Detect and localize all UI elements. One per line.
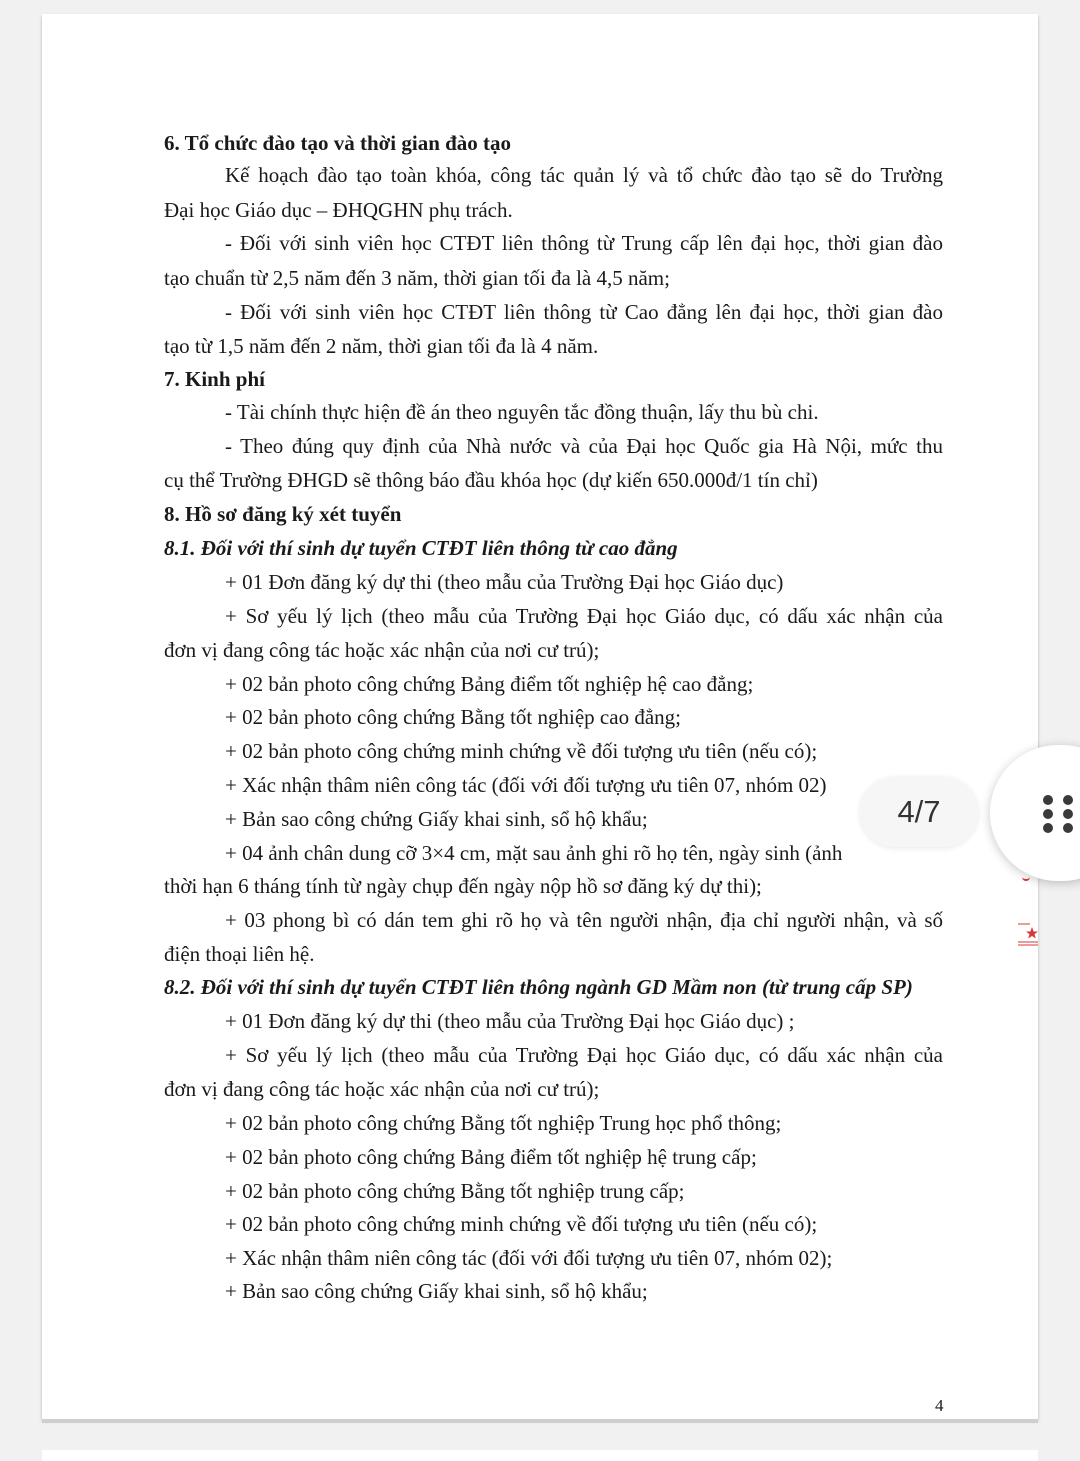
list-item: + 02 bản photo công chứng minh chứng về đối tượng ưu tiên (nếu có);: [225, 739, 818, 763]
paragraph-line: cụ thể Trường ĐHGD sẽ thông báo đầu khóa học (dự kiến 650.000đ/1 tín chỉ): [164, 468, 818, 492]
page-indicator: 4/7: [860, 777, 978, 847]
paragraph-line: - Đối với sinh viên học CTĐT liên thông từ Trung cấp lên đại học, thời gian đào: [225, 231, 943, 255]
list-item: + 01 Đơn đăng ký dự thi (theo mẫu của Trường Đại học Giáo dục): [225, 570, 784, 594]
heading-7: 7. Kinh phí: [164, 367, 265, 391]
list-item: + Sơ yếu lý lịch (theo mẫu của Trường Đại học Giáo dục, có dấu xác nhận của: [225, 1043, 943, 1067]
next-page-edge: [42, 1450, 1038, 1461]
paragraph-line: Kế hoạch đào tạo toàn khóa, công tác quản lý và tổ chức đào tạo sẽ do Trường: [225, 163, 943, 187]
dots-grid-icon[interactable]: [1043, 795, 1075, 833]
list-item: + 01 Đơn đăng ký dự thi (theo mẫu của Trường Đại học Giáo dục) ;: [225, 1009, 795, 1033]
page-number: 4: [935, 1396, 944, 1415]
list-item: + 02 bản photo công chứng Bảng điểm tốt nghiệp hệ trung cấp;: [225, 1145, 757, 1169]
list-item: + Bản sao công chứng Giấy khai sinh, sổ hộ khẩu;: [225, 1279, 648, 1303]
list-item: + 04 ảnh chân dung cỡ 3×4 cm, mặt sau ảnh ghi rõ họ tên, ngày sinh (ảnh: [225, 841, 843, 865]
list-item: + 02 bản photo công chứng Bằng tốt nghiệp trung cấp;: [225, 1179, 685, 1203]
paragraph-line: tạo từ 1,5 năm đến 2 năm, thời gian tối đa là 4 năm.: [164, 334, 599, 358]
list-item: + 02 bản photo công chứng Bằng tốt nghiệp cao đẳng;: [225, 705, 681, 729]
heading-8: 8. Hồ sơ đăng ký xét tuyển: [164, 502, 402, 526]
heading-6: 6. Tổ chức đào tạo và thời gian đào tạo: [164, 131, 512, 155]
paragraph-line: - Tài chính thực hiện đề án theo nguyên tắc đồng thuận, lấy thu bù chi.: [225, 400, 819, 424]
list-item: + Xác nhận thâm niên công tác (đối với đối tượng ưu tiên 07, nhóm 02): [225, 773, 827, 797]
list-item: + Bản sao công chứng Giấy khai sinh, sổ hộ khẩu;: [225, 807, 648, 831]
paragraph-line: - Theo đúng quy định của Nhà nước và của Đại học Quốc gia Hà Nội, mức thu: [225, 434, 943, 458]
list-item-continued: thời hạn 6 tháng tính từ ngày chụp đến ngày nộp hồ sơ đăng ký dự thi);: [164, 874, 762, 898]
list-item-continued: điện thoại liên hệ.: [164, 942, 315, 966]
list-item: + 02 bản photo công chứng Bằng tốt nghiệp Trung học phổ thông;: [225, 1111, 782, 1135]
star-stamp-icon: [1016, 918, 1040, 948]
paragraph-line: Đại học Giáo dục – ĐHQGHN phụ trách.: [164, 198, 513, 222]
paragraph-line: - Đối với sinh viên học CTĐT liên thông từ Cao đẳng lên đại học, thời gian đào: [225, 300, 943, 324]
list-item: + Xác nhận thâm niên công tác (đối với đối tượng ưu tiên 07, nhóm 02);: [225, 1246, 833, 1270]
list-item: + 03 phong bì có dán tem ghi rõ họ và tên người nhận, địa chỉ người nhận, và số: [225, 908, 943, 932]
list-item-continued: đơn vị đang công tác hoặc xác nhận của nơi cư trú);: [164, 1077, 600, 1101]
list-item: + 02 bản photo công chứng minh chứng về đối tượng ưu tiên (nếu có);: [225, 1212, 818, 1236]
page-divider: [42, 1419, 1038, 1423]
subheading-8-2: 8.2. Đối với thí sinh dự tuyển CTĐT liên thông ngành GD Mầm non (từ trung cấp SP): [164, 975, 913, 999]
list-item-continued: đơn vị đang công tác hoặc xác nhận của nơi cư trú);: [164, 638, 600, 662]
subheading-8-1: 8.1. Đối với thí sinh dự tuyển CTĐT liên thông từ cao đẳng: [164, 536, 678, 560]
list-item: + 02 bản photo công chứng Bảng điểm tốt nghiệp hệ cao đẳng;: [225, 672, 754, 696]
paragraph-line: tạo chuẩn từ 2,5 năm đến 3 năm, thời gian tối đa là 4,5 năm;: [164, 266, 670, 290]
list-item: + Sơ yếu lý lịch (theo mẫu của Trường Đại học Giáo dục, có dấu xác nhận của: [225, 604, 943, 628]
